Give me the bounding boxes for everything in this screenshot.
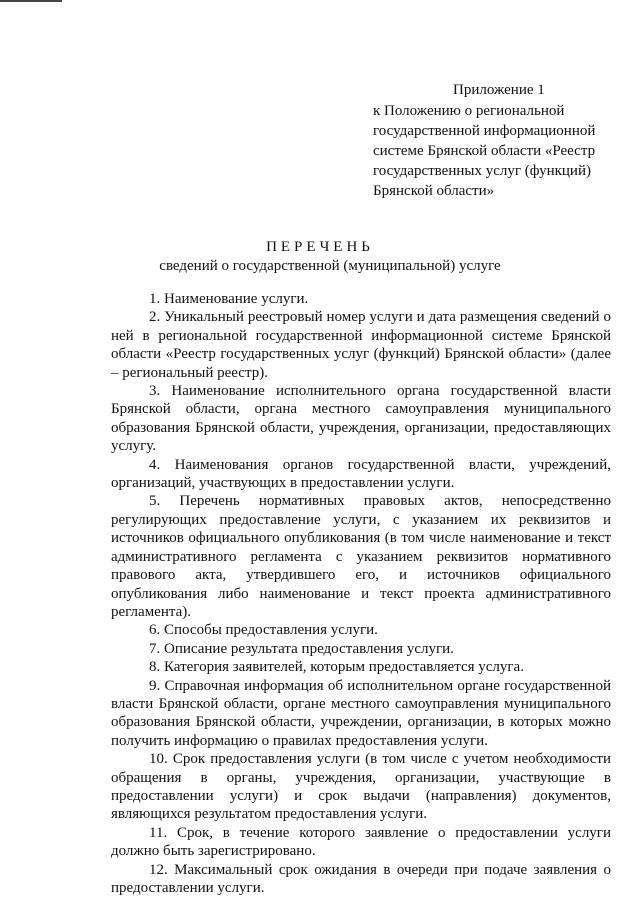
appendix-line: системе Брянской области «Реестр [373, 143, 596, 159]
document-title: ПЕРЕЧЕНЬ [266, 239, 374, 255]
list-item: 7. Описание результата предоставления услуги. [149, 640, 454, 657]
list-item: 11. Срок, в течение которого заявление о предоставлении услуги должно быть зарегистрировано. [111, 824, 611, 860]
appendix-line: Брянской области» [373, 183, 495, 199]
list-item: 4. Наименования органов государственной власти, учреждений, организаций, участвующих в предоставлении услуги. [111, 456, 611, 492]
list-item: 6. Способы предоставления услуги. [149, 622, 378, 639]
list-item: 8. Категория заявителей, которым предоставляется услуга. [149, 659, 524, 676]
appendix-line: государственной информационной [373, 123, 596, 139]
scan-edge-line [0, 0, 62, 2]
list-item: 5. Перечень нормативных правовых актов, непосредственно регулирующих предоставление услуги, с указанием их реквизитов и источников официального опубликования (в том числе наименование и текст административного регламента с указанием реквизитов нормативного правового акта, утвердившего его, и источников официального опубликования либо наименование и текст проекта административного регламента). [111, 493, 611, 620]
list-item: 12. Максимальный срок ожидания в очереди при подаче заявления о предоставлении услуги. [111, 861, 611, 896]
appendix-line: государственных услуг (функций) [373, 163, 591, 179]
list-item: 3. Наименование исполнительного органа государственной власти Брянской области, органа местного самоуправления муниципального образования Брянской области, учреждения, организации, предоставляющих услугу. [111, 383, 611, 455]
document-subtitle: сведений о государственной (муниципальной) услуге [159, 258, 501, 274]
list-item: 10. Срок предоставления услуги (в том числе с учетом необходимости обращения в органы, учреждения, организации, участвующие в предоставлении услуги) и срок выдачи (направления) документов, являющихся результатом предоставления услуги. [111, 751, 611, 823]
list-item: 1. Наименование услуги. [149, 291, 309, 307]
appendix-title: Приложение 1 [453, 82, 545, 98]
appendix-header [373, 80, 623, 201]
items-list [111, 290, 611, 897]
list-item: 2. Уникальный реестровый номер услуги и дата размещения сведений о ней в региональной государственной информационной системе Брянской области «Реестр государственных услуг (функций) Брянской области» (далее – региональный реестр). [111, 309, 611, 381]
list-item: 9. Справочная информация об исполнительном органе государственной власти Брянской области, органе местного самоуправления муниципального образования Брянской области, учреждении, организации, в которых можно получить информацию о правилах предоставления услуги. [111, 677, 611, 749]
appendix-line: к Положению о региональной [373, 103, 565, 119]
